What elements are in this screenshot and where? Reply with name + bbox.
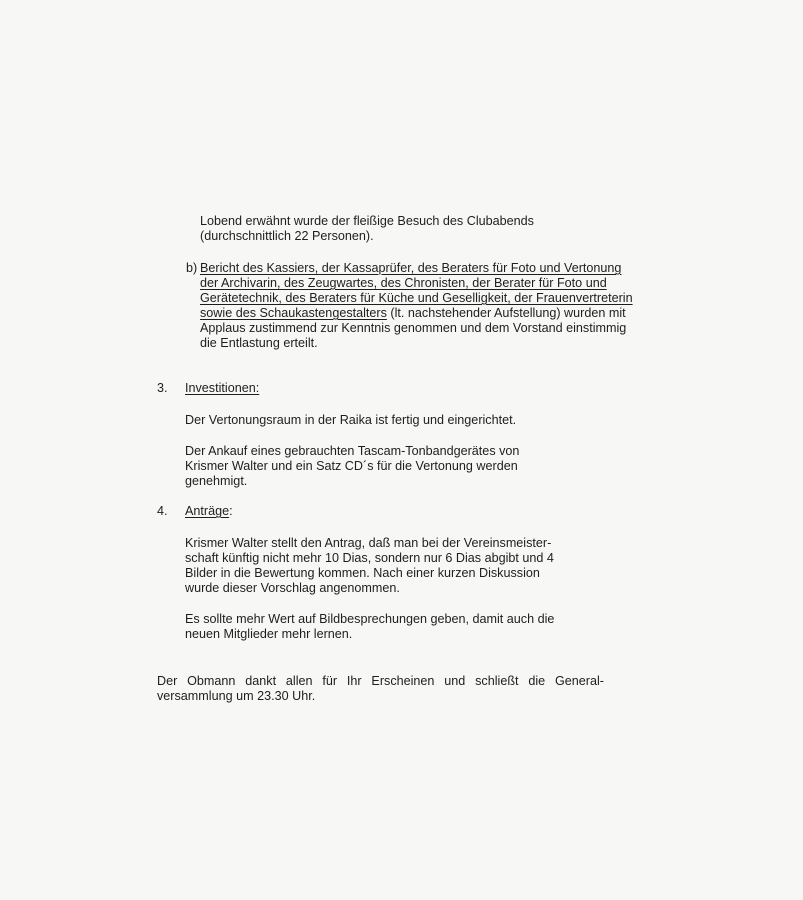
item-b-underlined-line-4: sowie des Schaukastengestalters [200, 306, 387, 320]
item-b-plain-line-2: die Entlastung erteilt. [200, 336, 318, 350]
item-b-underlined-line-3: Gerätetechnik, des Beraters für Küche und Geselligkeit, der Frauenvertreterin [200, 291, 633, 305]
continued-line-2: (durchschnittlich 22 Personen). [200, 229, 374, 243]
section-4-heading: Anträge [185, 504, 230, 518]
item-b-marker: b) [186, 261, 198, 275]
section-3-paragraph-2-line-2: Krismer Walter und ein Satz CD´s für die Vertonung werden [185, 459, 518, 473]
section-4-paragraph-1-line-3: Bilder in die Bewertung kommen. Nach einer kurzen Diskussion [185, 566, 540, 580]
section-3-paragraph-2-line-3: genehmigt. [185, 474, 248, 488]
closing-line-2: versammlung um 23.30 Uhr. [157, 689, 316, 703]
section-3-paragraph-1: Der Vertonungsraum in der Raika ist fertig und eingerichtet. [185, 413, 517, 427]
continued-line-1: Lobend erwähnt wurde der fleißige Besuch des Clubabends [200, 214, 534, 228]
item-b-underlined-line-2: der Archivarin, des Zeugwartes, des Chronisten, der Berater für Foto und [200, 276, 607, 290]
section-4-paragraph-1-line-4: wurde dieser Vorschlag angenommen. [185, 581, 400, 595]
item-b-underlined-line-1: Bericht des Kassiers, der Kassaprüfer, des Beraters für Foto und Vertonung [200, 261, 622, 275]
section-4-number: 4. [157, 504, 168, 518]
item-b-line-4-rest: (lt. nachstehender Aufstellung) wurden mit [386, 306, 626, 320]
closing-line-1: Der Obmann dankt allen für Ihr Erscheinen und schließt die General- [157, 674, 604, 688]
item-b-line-4 [200, 306, 626, 321]
section-4-paragraph-2-line-2: neuen Mitglieder mehr lernen. [185, 627, 353, 641]
section-4-paragraph-1-line-2: schaft künftig nicht mehr 10 Dias, sondern nur 6 Dias abgibt und 4 [185, 551, 554, 565]
section-4-heading-suffix: : [229, 504, 233, 518]
section-3-paragraph-2-line-1: Der Ankauf eines gebrauchten Tascam-Tonbandgerätes von [185, 444, 520, 458]
section-3-number: 3. [157, 381, 168, 395]
section-4-paragraph-1-line-1: Krismer Walter stellt den Antrag, daß man bei der Vereinsmeister- [185, 536, 552, 550]
item-b-plain-line-1: Applaus zustimmend zur Kenntnis genommen und dem Vorstand einstimmig [200, 321, 627, 335]
section-4-heading-line [185, 504, 233, 519]
section-3-heading: Investitionen: [185, 381, 260, 395]
section-4-paragraph-2-line-1: Es sollte mehr Wert auf Bildbesprechungen geben, damit auch die [185, 612, 555, 626]
